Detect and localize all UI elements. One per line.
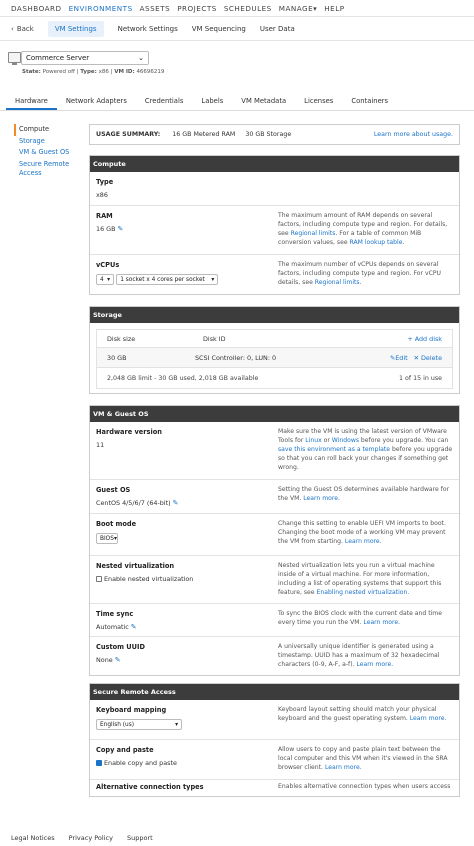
alt-connection-help: Enables alternative connection types when users access bbox=[278, 783, 451, 790]
boot-mode-help: Change this setting to enable UEFI VM imports to boot. Changing the boot mode of a working VM may prevent the VM from starting. Learn more. bbox=[278, 520, 446, 545]
copy-paste-checkbox[interactable] bbox=[96, 760, 102, 766]
regional-limits-link[interactable]: Regional limits bbox=[290, 229, 336, 237]
pencil-icon[interactable]: ✎ bbox=[130, 623, 137, 631]
pencil-icon[interactable]: ✎ bbox=[114, 656, 121, 664]
tab-vm-metadata[interactable]: VM Metadata bbox=[241, 97, 287, 105]
copy-paste-learn-more[interactable]: Learn more. bbox=[324, 763, 362, 771]
compute-title: Compute bbox=[90, 156, 459, 172]
monitor-icon bbox=[8, 52, 21, 63]
alt-connection-label: Alternative connection types bbox=[96, 783, 204, 791]
chevron-down-icon: ▾ bbox=[175, 721, 178, 728]
subnav-user-data[interactable]: User Data bbox=[259, 24, 295, 33]
boot-mode-learn-more[interactable]: Learn more. bbox=[344, 537, 382, 545]
storage-limit-text: 2,048 GB limit - 30 GB used, 2,018 GB available bbox=[107, 374, 259, 382]
copy-paste-checkbox-label: Enable copy and paste bbox=[104, 759, 177, 767]
state-label: State: bbox=[22, 69, 41, 75]
uuid-learn-more[interactable]: Learn more. bbox=[356, 660, 394, 668]
type-label: Type: bbox=[80, 69, 97, 75]
tab-licenses[interactable]: Licenses bbox=[304, 97, 334, 105]
ram-lookup-link[interactable]: RAM lookup table bbox=[349, 238, 403, 246]
subnav-vm-sequencing[interactable]: VM Sequencing bbox=[191, 24, 246, 33]
back-button[interactable] bbox=[11, 25, 34, 33]
usage-learn-more-link[interactable]: Learn more about usage. bbox=[373, 131, 453, 138]
ram-value: 16 GB bbox=[96, 225, 116, 233]
tab-hardware[interactable]: Hardware bbox=[6, 93, 57, 110]
sra-section bbox=[89, 683, 460, 797]
privacy-policy-link[interactable]: Privacy Policy bbox=[68, 834, 113, 842]
chevron-down-icon: ▾ bbox=[211, 276, 215, 283]
vm-id-value: 46696219 bbox=[136, 69, 165, 75]
type-row bbox=[90, 172, 459, 206]
nav-assets[interactable]: ASSETS bbox=[139, 3, 171, 13]
usage-ram: 16 GB Metered RAM bbox=[172, 131, 236, 138]
hardware-version-row bbox=[90, 422, 459, 480]
edit-disk-button[interactable]: ✎Edit bbox=[389, 353, 408, 362]
nested-virtualization-row bbox=[90, 556, 459, 604]
settings-tabs bbox=[0, 93, 474, 111]
sidenav-storage[interactable]: Storage bbox=[19, 136, 45, 145]
sra-title: Secure Remote Access bbox=[90, 684, 459, 700]
nav-environments[interactable]: ENVIRONMENTS bbox=[68, 3, 133, 13]
vm-header bbox=[8, 50, 468, 80]
top-navigation bbox=[0, 0, 474, 17]
guest-os-help: Setting the Guest OS determines available hardware for the VM. Learn more. bbox=[278, 486, 450, 502]
nested-checkbox[interactable] bbox=[96, 576, 102, 582]
nested-learn-more[interactable]: Enabling nested virtualization. bbox=[316, 588, 410, 596]
type-value: x86 bbox=[96, 191, 108, 199]
table-row bbox=[97, 348, 452, 368]
nav-help[interactable]: HELP bbox=[324, 3, 345, 13]
disk-table-footer bbox=[97, 368, 452, 388]
vm-state-line: State: Powered off | Type: x86 | VM ID: 46696219 bbox=[22, 69, 165, 75]
keyboard-label: Keyboard mapping bbox=[96, 706, 167, 714]
save-template-link[interactable]: save this environment as a template bbox=[278, 445, 391, 453]
guest-os-section bbox=[89, 405, 460, 676]
sidenav-vm-guest-os[interactable]: VM & Guest OS bbox=[19, 148, 70, 156]
keyboard-learn-more[interactable]: Learn more. bbox=[409, 714, 447, 722]
vcpu-row bbox=[90, 255, 459, 294]
boot-mode-select[interactable]: BIOS ▾ bbox=[96, 533, 118, 544]
chevron-down-icon: ▾ bbox=[107, 276, 110, 283]
time-sync-value: Automatic bbox=[96, 623, 129, 631]
vcpu-label: vCPUs bbox=[96, 261, 120, 269]
pencil-icon[interactable]: ✎ bbox=[117, 225, 124, 233]
ram-row bbox=[90, 206, 459, 255]
tab-credentials[interactable]: Credentials bbox=[144, 97, 184, 105]
storage-title: Storage bbox=[90, 307, 459, 323]
uuid-label: Custom UUID bbox=[96, 643, 145, 651]
vm-select[interactable] bbox=[21, 51, 149, 65]
compute-section bbox=[89, 155, 460, 295]
disk-pager: 1 of 15 in use bbox=[399, 374, 442, 382]
guest-os-value: CentOS 4/5/6/7 (64-bit) bbox=[96, 499, 171, 507]
time-sync-label: Time sync bbox=[96, 610, 134, 618]
col-disk-id: Disk ID bbox=[203, 334, 226, 343]
disk-id-value: SCSI Controller: 0, LUN: 0 bbox=[195, 353, 277, 362]
nav-projects[interactable]: PROJECTS bbox=[177, 3, 217, 13]
custom-uuid-row bbox=[90, 637, 459, 675]
windows-link[interactable]: Windows bbox=[331, 436, 359, 444]
time-sync-row bbox=[90, 604, 459, 637]
keyboard-help: Keyboard layout setting should match your physical keyboard and the guest operating system. Learn more. bbox=[278, 706, 447, 722]
sidenav-compute[interactable]: Compute bbox=[14, 124, 84, 136]
boot-mode-row bbox=[90, 514, 459, 556]
sidenav-secure-remote-access[interactable]: Secure Remote Access bbox=[19, 159, 70, 177]
tab-containers[interactable]: Containers bbox=[351, 97, 389, 105]
state-value: Powered off bbox=[42, 69, 75, 75]
close-icon: ✕ bbox=[413, 353, 421, 362]
vcpu-help: The maximum number of vCPUs depends on several factors, including compute type and region. For vCPU details, see Regional limits. bbox=[278, 261, 441, 286]
chevron-down-icon: ⌄ bbox=[138, 54, 144, 62]
guest-os-label: Guest OS bbox=[96, 486, 131, 494]
guest-os-learn-more[interactable]: Learn more. bbox=[303, 494, 340, 502]
subnav-network-settings[interactable]: Network Settings bbox=[117, 24, 178, 33]
sub-navigation bbox=[0, 17, 474, 41]
type-value: x86 bbox=[98, 69, 109, 75]
hw-version-label: Hardware version bbox=[96, 428, 162, 436]
pencil-icon[interactable]: ✎ bbox=[172, 499, 179, 507]
ram-label: RAM bbox=[96, 212, 113, 220]
disk-size-value: 30 GB bbox=[107, 353, 127, 362]
keyboard-select[interactable]: English (us) ▾ bbox=[96, 719, 182, 730]
usage-summary-label: USAGE SUMMARY: bbox=[96, 131, 161, 138]
vm-name: Commerce Server bbox=[26, 54, 90, 62]
time-sync-help: To sync the BIOS clock with the current date and time every time you run the VM. Learn more. bbox=[278, 610, 442, 626]
main-content bbox=[89, 124, 460, 797]
add-disk-button[interactable]: + Add disk bbox=[407, 334, 442, 343]
vm-id-label: VM ID: bbox=[114, 69, 135, 75]
section-sidenav bbox=[14, 124, 84, 179]
guest-os-row bbox=[90, 480, 459, 514]
hw-version-value: 11 bbox=[96, 441, 105, 449]
vcpu-regional-limits-link[interactable]: Regional limits bbox=[314, 278, 360, 286]
col-disk-size: Disk size bbox=[107, 334, 136, 343]
linux-link[interactable]: Linux bbox=[305, 436, 322, 444]
tab-labels[interactable]: Labels bbox=[201, 97, 224, 105]
pencil-icon: ✎ bbox=[389, 353, 396, 362]
page-footer bbox=[11, 834, 153, 842]
alt-connection-row bbox=[90, 780, 459, 796]
usage-summary bbox=[89, 124, 460, 145]
vcpu-count-select[interactable]: 4 ▾ bbox=[96, 274, 114, 285]
nested-checkbox-label: Enable nested virtualization bbox=[104, 575, 194, 583]
delete-disk-button[interactable]: ✕ Delete bbox=[413, 353, 442, 362]
copy-paste-help: Allow users to copy and paste plain text between the local computer and this VM when it's viewed in the SRA browser client. Learn more. bbox=[278, 746, 448, 771]
copy-paste-row bbox=[90, 740, 459, 780]
copy-paste-label: Copy and paste bbox=[96, 746, 154, 754]
chevron-left-icon: ‹ bbox=[11, 24, 14, 33]
subnav-vm-settings[interactable]: VM Settings bbox=[48, 21, 104, 37]
vcpu-socket-select[interactable]: 1 socket x 4 cores per socket ▾ bbox=[116, 274, 218, 285]
tab-network-adapters[interactable]: Network Adapters bbox=[65, 97, 127, 105]
ram-help: The maximum amount of RAM depends on several factors, including compute type and region. For details, see Regional limits. For a table of common MiB conversion values, see RAM lookup table. bbox=[278, 212, 448, 246]
type-label: Type bbox=[96, 178, 114, 186]
back-label: Back bbox=[16, 24, 34, 33]
nav-dashboard[interactable]: DASHBOARD bbox=[11, 3, 62, 13]
storage-section bbox=[89, 306, 460, 394]
nested-label: Nested virtualization bbox=[96, 562, 175, 570]
hw-version-help: Make sure the VM is using the latest version of VMware Tools for Linux or Windows before you upgrade. You can save this environment as a template before you upgrade so that you can roll back your changes if something get wrong. bbox=[278, 428, 453, 471]
time-sync-learn-more[interactable]: Learn more. bbox=[363, 618, 401, 626]
support-link[interactable]: Support bbox=[126, 834, 153, 842]
guest-os-title: VM & Guest OS bbox=[90, 406, 459, 422]
legal-notices-link[interactable]: Legal Notices bbox=[11, 834, 55, 842]
nested-help: Nested virtualization lets you run a virtual machine inside of a virtual machine. For more information, including a list of operating systems that support this feature, see Enabling nested virtualization. bbox=[278, 562, 442, 596]
usage-storage: 30 GB Storage bbox=[245, 131, 292, 138]
uuid-value: None bbox=[96, 656, 113, 664]
disk-table-header bbox=[97, 330, 452, 348]
chevron-down-icon: ▾ bbox=[113, 535, 117, 542]
uuid-help: A universally unique identifier is generated using a timestamp. UUID has a maximum of 32 hexadecimal characters (0-9, A-F, a-f). Learn more. bbox=[278, 643, 440, 668]
boot-mode-label: Boot mode bbox=[96, 520, 137, 528]
nav-schedules[interactable]: SCHEDULES bbox=[223, 3, 272, 13]
keyboard-mapping-row bbox=[90, 700, 459, 740]
nav-manage[interactable]: MANAGE▾ bbox=[278, 3, 318, 13]
